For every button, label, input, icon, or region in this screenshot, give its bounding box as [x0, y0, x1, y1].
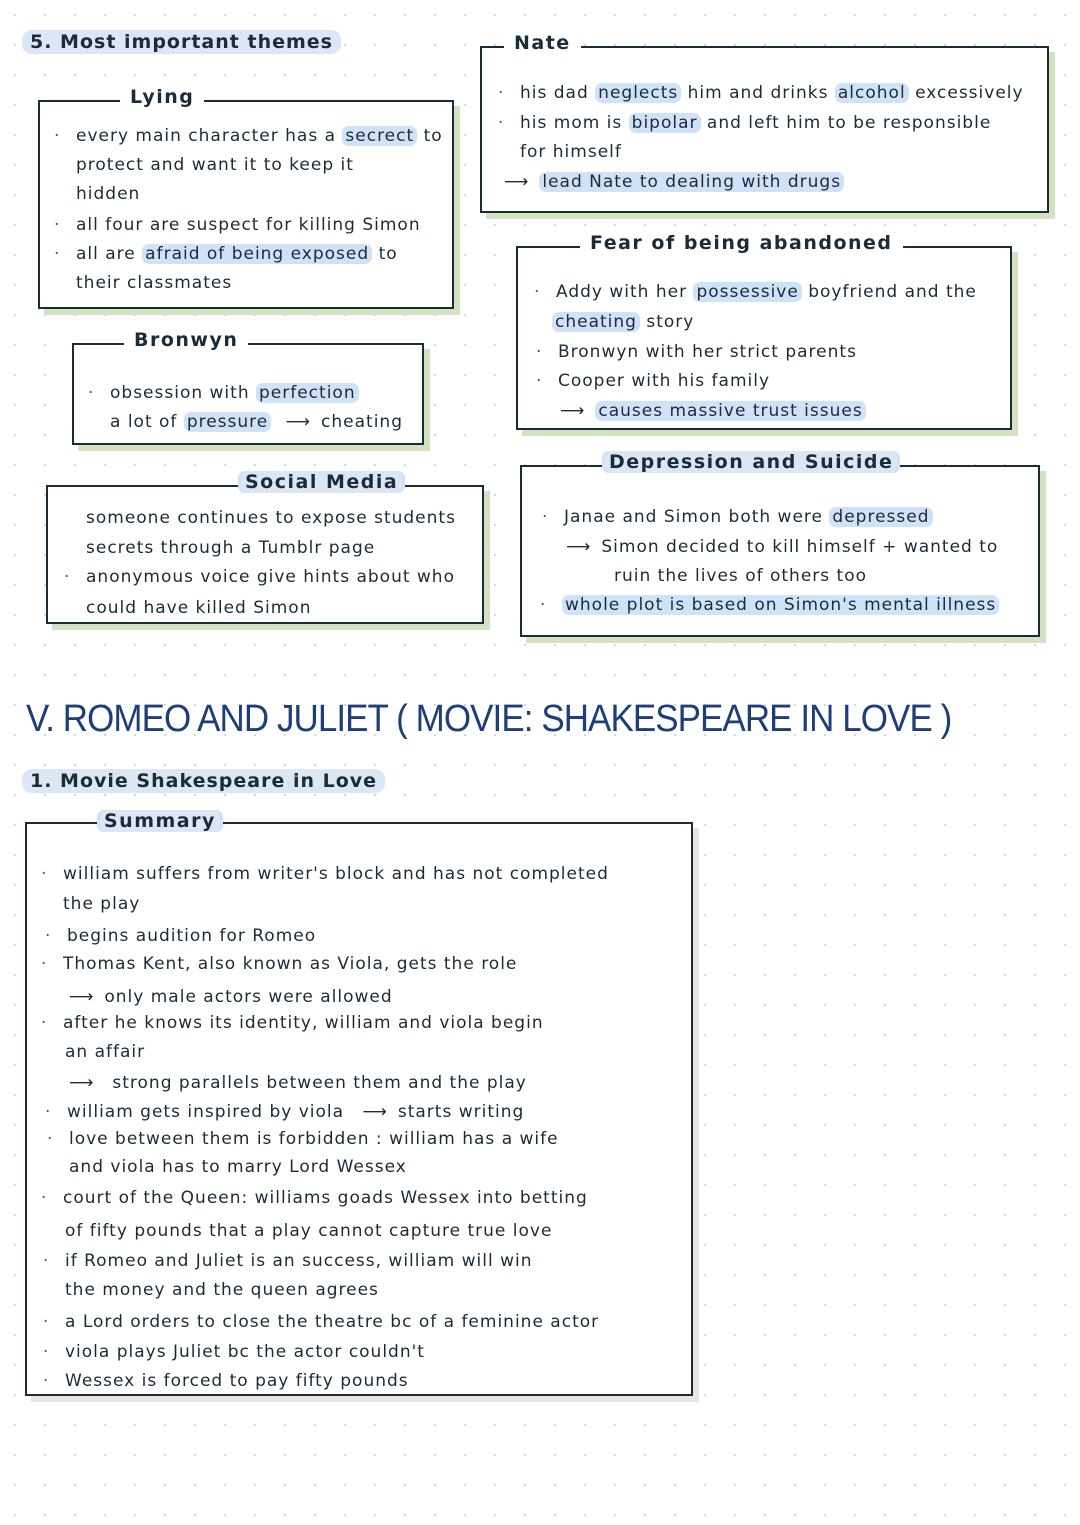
- text-fragment: and left him to be responsible: [706, 113, 992, 133]
- depression-line-2: [566, 537, 998, 557]
- text-fragment: strong parallels between them and the play: [112, 1073, 527, 1093]
- bronwyn-box: [72, 329, 424, 445]
- text-fragment: cheating: [321, 412, 403, 432]
- lying-line-5: [76, 244, 398, 264]
- text-fragment: boyfriend and the: [808, 282, 977, 302]
- summary-line: · after he knows its identity, william and viola begin: [63, 1013, 544, 1033]
- summary-line: the play: [63, 894, 141, 914]
- highlight-drugs: lead Nate to dealing with drugs: [539, 172, 844, 192]
- nate-box: [480, 32, 1049, 213]
- text-fragment: all are: [76, 244, 136, 264]
- title-text: Summary: [100, 810, 220, 832]
- fear-box: [516, 232, 1012, 430]
- summary-line: [69, 1073, 527, 1093]
- lying-line-2: protect and want it to keep it: [76, 155, 354, 175]
- highlight-neglects: neglects: [595, 83, 681, 103]
- highlight-bipolar: bipolar: [629, 113, 701, 133]
- text-fragment: a lot of: [110, 412, 178, 432]
- social-line-2: secrets through a Tumblr page: [86, 538, 376, 558]
- text-fragment: obsession with: [110, 383, 250, 403]
- arrow-icon: ⟶: [362, 1102, 388, 1122]
- text-fragment: story: [646, 312, 695, 332]
- fear-line-2: [552, 312, 694, 332]
- lying-line-6: their classmates: [76, 273, 233, 293]
- bronwyn-title: Bronwyn: [124, 329, 248, 351]
- summary-line: [69, 987, 393, 1007]
- text-fragment: his dad: [520, 83, 589, 103]
- arrow-icon: ⟶: [69, 987, 95, 1007]
- movie-heading: 1. Movie Shakespeare in Love: [22, 769, 385, 793]
- nate-title: Nate: [504, 32, 581, 54]
- text-fragment: him and drinks: [687, 83, 829, 103]
- text-fragment: to: [378, 244, 398, 264]
- text-fragment: starts writing: [397, 1102, 525, 1122]
- depression-title: [602, 451, 900, 473]
- fear-line-5: [560, 401, 866, 421]
- depression-line-4: [562, 595, 999, 615]
- lying-line-4: · all four are suspect for killing Simon: [76, 215, 421, 235]
- summary-line: of fifty pounds that a play cannot capture true love: [65, 1221, 553, 1241]
- highlight-mental-illness: whole plot is based on Simon's mental illness: [562, 595, 999, 615]
- highlight-secret: secrect: [342, 126, 417, 146]
- arrow-icon: ⟶: [566, 537, 592, 557]
- summary-line: and viola has to marry Lord Wessex: [69, 1157, 407, 1177]
- themes-heading: 5. Most important themes: [22, 30, 341, 54]
- highlight-pressure: pressure: [184, 412, 271, 432]
- text-fragment: Simon decided to kill himself + wanted to: [601, 537, 999, 557]
- fear-line-4: · Cooper with his family: [558, 371, 770, 391]
- highlight-alcohol: alcohol: [835, 83, 909, 103]
- section-title: V. ROMEO AND JULIET ( MOVIE: SHAKESPEARE IN LOVE ): [26, 698, 952, 740]
- text-fragment: Addy with her: [556, 282, 688, 302]
- highlight-trust-issues: causes massive trust issues: [595, 401, 865, 421]
- depression-box: [520, 451, 1040, 637]
- lying-box: [38, 86, 454, 309]
- text-fragment: william gets inspired by viola: [67, 1102, 345, 1122]
- summary-line: · william suffers from writer's block and has not completed: [63, 864, 609, 884]
- summary-title: [97, 810, 223, 832]
- summary-line: an affair: [65, 1042, 146, 1062]
- nate-line-1: [520, 83, 1024, 103]
- summary-line: · Wessex is forced to pay fifty pounds: [65, 1371, 409, 1391]
- summary-line: the money and the queen agrees: [65, 1280, 379, 1300]
- title-text: Depression and Suicide: [605, 451, 897, 473]
- fear-title: Fear of being abandoned: [580, 232, 903, 254]
- highlight-possessive: possessive: [693, 282, 801, 302]
- bronwyn-line-2: [110, 412, 403, 432]
- summary-line: [67, 1102, 524, 1122]
- summary-line: · Thomas Kent, also known as Viola, gets the role: [63, 954, 517, 974]
- text-fragment: Janae and Simon both were: [564, 507, 823, 527]
- bronwyn-line-1: [110, 383, 359, 403]
- summary-line: · a Lord orders to close the theatre bc of a feminine actor: [65, 1312, 599, 1332]
- summary-line: [69, 1129, 559, 1149]
- text-fragment: his mom is: [520, 113, 623, 133]
- text-fragment: love between them is forbidden :: [69, 1129, 383, 1149]
- fear-line-3: · Bronwyn with her strict parents: [558, 342, 857, 362]
- text-fragment: only male actors were allowed: [104, 987, 393, 1007]
- arrow-icon: ⟶: [285, 412, 312, 432]
- lying-line-3: hidden: [76, 184, 141, 204]
- depression-line-3: ruin the lives of others too: [614, 566, 868, 586]
- depression-line-1: [564, 507, 933, 527]
- summary-line: · begins audition for Romeo: [67, 926, 316, 946]
- nate-line-4: [504, 172, 844, 192]
- summary-box: [25, 810, 693, 1396]
- text-fragment: every main character has a: [76, 126, 336, 146]
- summary-line: · if Romeo and Juliet is an success, william will win: [65, 1251, 532, 1271]
- summary-line: · court of the Queen: williams goads Wessex into betting: [63, 1188, 588, 1208]
- lying-line-1: [76, 126, 443, 146]
- arrow-icon: ⟶: [504, 172, 530, 192]
- highlight-cheating: cheating: [552, 312, 640, 332]
- highlight-afraid: afraid of being exposed: [142, 244, 372, 264]
- arrow-icon: ⟶: [69, 1073, 95, 1093]
- lying-title: Lying: [120, 86, 204, 108]
- social-line-1: someone continues to expose students: [86, 508, 456, 528]
- highlight-depressed: depressed: [829, 507, 932, 527]
- social-line-3: · anonymous voice give hints about who: [86, 567, 455, 587]
- summary-line: · viola plays Juliet bc the actor couldn't: [65, 1342, 425, 1362]
- nate-line-3: for himself: [520, 142, 622, 162]
- highlight-perfection: perfection: [256, 383, 359, 403]
- nate-line-2: [520, 113, 991, 133]
- social-media-title: [238, 471, 405, 493]
- text-fragment: william has a wife: [389, 1129, 559, 1149]
- fear-line-1: [556, 282, 977, 302]
- social-media-box: [46, 471, 484, 624]
- text-fragment: to: [423, 126, 443, 146]
- text-fragment: excessively: [915, 83, 1024, 103]
- social-line-4: could have killed Simon: [86, 598, 312, 618]
- title-text: Social Media: [241, 471, 402, 493]
- arrow-icon: ⟶: [560, 401, 586, 421]
